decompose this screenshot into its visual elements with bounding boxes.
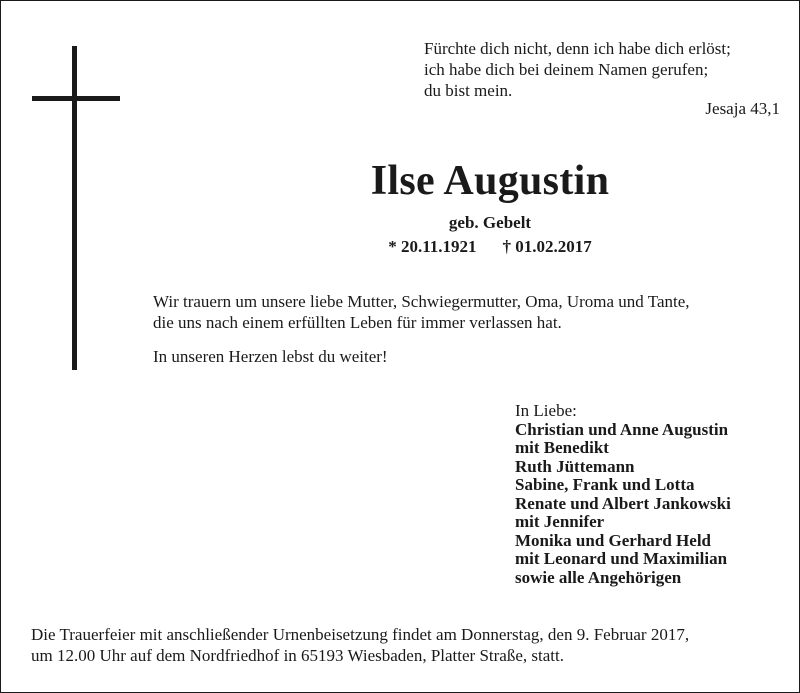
- mourners-list: [515, 402, 795, 587]
- birth-date: * 20.11.1921: [388, 237, 477, 256]
- maiden-name: geb. Gebelt: [448, 213, 532, 232]
- mourner-name: Monika und Gerhard Held: [515, 530, 712, 550]
- deceased-name: Ilse Augustin: [370, 158, 610, 204]
- mourner-name: mit Jennifer: [515, 512, 605, 531]
- life-dates: [180, 236, 800, 257]
- verse-line: du bist mein.: [424, 81, 513, 100]
- mourning-message: [153, 291, 793, 333]
- death-date: † 01.02.2017: [502, 237, 592, 256]
- cross-vertical-beam: [72, 46, 77, 370]
- funeral-line: um 12.00 Uhr auf dem Nordfriedhof in 65193 Wiesbaden, Platter Straße, statt.: [31, 646, 564, 665]
- verse-reference: Jesaja 43,1: [705, 99, 780, 118]
- mourner-name: Ruth Jüttemann: [515, 456, 635, 476]
- mourners-intro: In Liebe:: [515, 401, 577, 420]
- funeral-details: [31, 624, 791, 666]
- cross-horizontal-beam: [32, 96, 120, 101]
- message-line: die uns nach einem erfüllten Leben für immer verlassen hat.: [153, 313, 562, 332]
- mourner-name: mit Benedikt: [515, 438, 609, 457]
- verse-line: ich habe dich bei deinem Namen gerufen;: [424, 60, 709, 79]
- mourner-name: Christian und Anne Augustin: [515, 419, 729, 439]
- mourner-name: Sabine, Frank und Lotta: [515, 475, 695, 494]
- mourner-name: sowie alle Angehörigen: [515, 567, 682, 587]
- closing-line: In unseren Herzen lebst du weiter!: [153, 347, 388, 366]
- message-line: Wir trauern um unsere liebe Mutter, Schwiegermutter, Oma, Uroma und Tante,: [153, 292, 690, 311]
- bible-verse: [424, 38, 784, 101]
- funeral-line: Die Trauerfeier mit anschließender Urnenbeisetzung findet am Donnerstag, den 9. Februar 2017,: [31, 625, 690, 644]
- mourner-name: Renate und Albert Jankowski: [515, 493, 731, 513]
- verse-line: Fürchte dich nicht, denn ich habe dich erlöst;: [424, 39, 731, 58]
- mourner-name: mit Leonard und Maximilian: [515, 549, 728, 568]
